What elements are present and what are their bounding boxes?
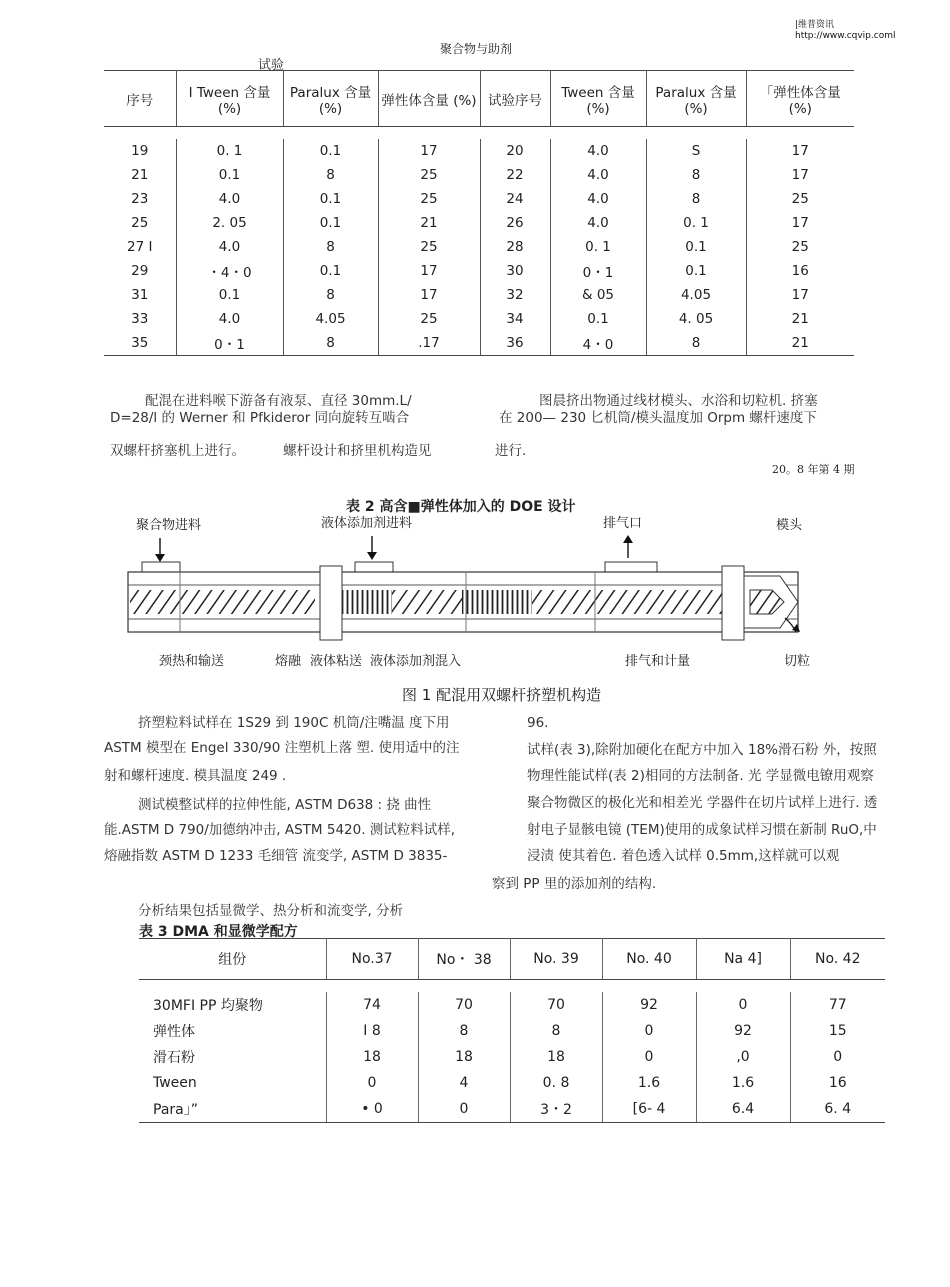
table3-header-row <box>139 939 885 980</box>
table3-cell: 18 <box>510 1044 602 1070</box>
para1-left-line3b: 螺杆设计和挤里机构造见 <box>283 443 432 459</box>
table1-cell: 17 <box>791 143 809 159</box>
table3-cell: 18 <box>326 1044 418 1070</box>
table1-cell: 25 <box>791 239 809 255</box>
table3-cell: Para」” <box>139 1096 326 1123</box>
table1-cell: 4. 05 <box>646 307 746 331</box>
table3-cell: 滑石粉 <box>139 1044 326 1070</box>
table3 <box>139 938 885 1123</box>
para2-left-line2: ASTM 模型在 Engel 330/90 注塑机上落 塑. 使用适中的注 <box>104 740 460 756</box>
liquid-feed-arrow <box>367 536 377 560</box>
table3-row <box>139 1096 885 1123</box>
table1-cell: 0.1 <box>283 187 378 211</box>
table1-header-cell: I Tween 含量 (%) <box>176 71 283 127</box>
table3-row <box>139 992 885 1018</box>
table1-cell: 23 <box>104 187 176 211</box>
journal-title: 聚合物与助剂 <box>440 42 513 56</box>
table1-cell: 8 <box>283 283 378 307</box>
table1-cell: S <box>646 139 746 163</box>
table1-cell: 8 <box>646 331 746 356</box>
table1-header-cell: 「弹性体含量 (%) <box>759 84 841 117</box>
table1-cell: 0・1 <box>550 259 646 283</box>
table1-cell: 28 <box>480 235 550 259</box>
table3-cell: 弹性体 <box>139 1018 326 1044</box>
table3-row <box>139 1070 885 1096</box>
para2-left-line4: 测试模整试样的拉伸性能, ASTM D638 : 挠 曲性 <box>138 797 432 813</box>
table1-cell: 4.05 <box>283 307 378 331</box>
table1-cell: 25 <box>104 211 176 235</box>
vent-arrow <box>623 535 633 558</box>
table3-cell: I 8 <box>326 1018 418 1044</box>
table1-cell: 25 <box>378 235 480 259</box>
table3-cell: • 0 <box>326 1096 418 1123</box>
table3-cell: 4 <box>418 1070 510 1096</box>
table3-cell: 6.4 <box>696 1096 790 1123</box>
table1-cell: 0.1 <box>646 235 746 259</box>
table1-cell: 25 <box>378 163 480 187</box>
table1-cell: 22 <box>480 163 550 187</box>
label-vent: 排气口 <box>603 516 643 531</box>
table1-cell: 0.1 <box>283 211 378 235</box>
table3-header-cell: No.37 <box>326 939 418 980</box>
table3-cell: 70 <box>510 992 602 1018</box>
label-vent-meter: 排气和计量 <box>625 654 691 669</box>
table1-cell: 0.1 <box>176 283 283 307</box>
table1-cell: 0. 1 <box>176 139 283 163</box>
table1-cell: 0.1 <box>646 259 746 283</box>
table3-cell: 1.6 <box>696 1070 790 1096</box>
table3-cell: Tween <box>139 1070 326 1096</box>
table1-cell: 31 <box>104 283 176 307</box>
table3-cell: ,0 <box>696 1044 790 1070</box>
table1-header-cell: 序号 <box>104 71 176 127</box>
table1-cell: 8 <box>646 187 746 211</box>
label-liquid-feed: 液体添加剂进料 <box>321 516 413 531</box>
table1-cell: 8 <box>283 235 378 259</box>
table1-cell: 0. 1 <box>550 235 646 259</box>
table1-cell: 25 <box>791 191 809 207</box>
issue-label: 20。8 年第 4 期 <box>772 463 855 476</box>
table1-cell: 4.0 <box>550 187 646 211</box>
table1-cell: 2. 05 <box>176 211 283 235</box>
table1-cell: 19 <box>104 139 176 163</box>
table1-cell: 20 <box>480 139 550 163</box>
table1-header-cell: Paralux 含量 (%) <box>646 71 746 127</box>
table3-header-cell: No. 42 <box>790 939 885 980</box>
table1-row <box>104 307 854 331</box>
label-preheat: 颈热和输送 <box>159 654 225 669</box>
table1-cell: 0・1 <box>176 331 283 356</box>
table1-body <box>104 127 854 356</box>
table1-cell: 4.0 <box>176 235 283 259</box>
table1-cell: 4.0 <box>550 139 646 163</box>
table1-row <box>104 187 854 211</box>
liquid-port <box>355 562 393 572</box>
table3-cell: 8 <box>510 1018 602 1044</box>
para2-right-line1: 96. <box>527 715 549 731</box>
label-liquid-mix: 液体添加剂混入 <box>370 654 462 669</box>
screw-liquid-convey <box>392 590 462 614</box>
para2-left-line6: 熔融指数 ASTM D 1233 毛细管 流变学, ASTM D 3835- <box>104 848 448 864</box>
para2-analysis: 分析结果包括显微学、热分析和流变学, 分析 <box>138 903 404 919</box>
table3-header-cell: 组份 <box>139 939 326 980</box>
table1-cell: & 05 <box>550 283 646 307</box>
table1-cell: 4.05 <box>646 283 746 307</box>
table1-cell: 8 <box>646 163 746 187</box>
para1-right-line3: 进行. <box>495 443 527 459</box>
table1-cell: 29 <box>104 259 176 283</box>
table1-row <box>104 259 854 283</box>
table1-row <box>104 331 854 356</box>
para1-right-line1: 图晨挤出物通过线材模头、水浴和切粒机. 挤塞 <box>539 393 818 409</box>
table3-cell: 30MFI PP 均聚物 <box>139 992 326 1018</box>
table3-cell: 0 <box>696 992 790 1018</box>
para2-right-line2: 试样(表 3),除附加硬化在配方中加入 18%滑石粉 外，按照 <box>527 742 877 758</box>
table1-cell: 8 <box>283 331 378 356</box>
screw-metering <box>532 590 727 614</box>
table3-cell: 77 <box>828 997 847 1013</box>
table1-row <box>104 139 854 163</box>
table1-cell: 0.1 <box>283 259 378 283</box>
table3-header-cell: No. 39 <box>510 939 602 980</box>
table3-cell: 1.6 <box>602 1070 696 1096</box>
table1-cell: 17 <box>791 215 809 231</box>
para2-left-line1: 挤塑粒料试样在 1S29 到 190C 机筒/注嘴温 度下用 <box>138 715 450 731</box>
para1-left-line1: 配混在进料喉下游备有液泵、直径 30mm.L/ <box>145 393 412 409</box>
table1-cell: 0. 1 <box>646 211 746 235</box>
table1-cell: 30 <box>480 259 550 283</box>
table1-cell: 21 <box>104 163 176 187</box>
table1-cell: 36 <box>480 331 550 356</box>
para1-left-line2: D=28/l 的 Werner 和 Pfkideror 同向旋转互啮合 <box>110 410 410 426</box>
table1-row <box>104 163 854 187</box>
extruder-diagram <box>120 528 820 643</box>
table1-cell: 21 <box>746 331 854 356</box>
table1-header-cell: Paralux 含量 (%) <box>283 71 378 127</box>
table3-cell: 18 <box>418 1044 510 1070</box>
label-polymer-feed: 聚合物进料 <box>136 518 202 533</box>
table1-cell: 0.1 <box>176 163 283 187</box>
table1-cell: 17 <box>378 259 480 283</box>
table3-row <box>139 1018 885 1044</box>
table1-cell: 4.0 <box>176 307 283 331</box>
label-liquid-convey: 液体粘送 <box>310 654 363 669</box>
site-url: http://www.cqvip.coml <box>795 31 896 41</box>
table2-title: 表 2 高含■弹性体加入的 DOE 设计 <box>346 499 576 515</box>
para2-right-line4: 聚合物微区的极化光和相差光 学器件在切片试样上进行. 透 <box>527 795 878 811</box>
label-melt: 熔融 <box>275 654 302 669</box>
table3-cell: 74 <box>326 992 418 1018</box>
table1-cell: .17 <box>378 331 480 356</box>
table3-cell: 0 <box>326 1070 418 1096</box>
table1-row <box>104 235 854 259</box>
table3-cell: 15 <box>828 1023 847 1039</box>
para1-right-line2: 在 200— 230 匕机筒/模头温度加 Orpm 螺杆速度下 <box>499 410 817 426</box>
table1-cell: 21 <box>378 211 480 235</box>
table3-body <box>139 980 885 1123</box>
table3-header-cell: No. 40 <box>602 939 696 980</box>
label-die: 模头 <box>776 518 803 533</box>
para2-left-line3: 射和螺杆速度. 模具温度 249 . <box>104 768 287 784</box>
table3-cell: 92 <box>696 1018 790 1044</box>
feed-port <box>142 562 180 572</box>
table3-cell: 0 <box>602 1018 696 1044</box>
table3-cell: 8 <box>418 1018 510 1044</box>
table3-title: 表 3 DMA 和显微学配方 <box>139 924 298 940</box>
feed-arrow <box>155 538 165 562</box>
table1-cell: 4.0 <box>176 187 283 211</box>
table3-header-cell: Na 4] <box>696 939 790 980</box>
table1-over-label: 试验 <box>258 58 285 73</box>
site-name: |维普资讯 <box>795 20 835 30</box>
table1-cell: 25 <box>378 187 480 211</box>
table1-cell: 25 <box>378 307 480 331</box>
table3-cell: 0 <box>602 1044 696 1070</box>
table3-cell: 0 <box>833 1049 843 1065</box>
table3-cell: 92 <box>602 992 696 1018</box>
table3-cell: [6- 4 <box>602 1096 696 1123</box>
table1-row <box>104 211 854 235</box>
barrel-flange-1 <box>320 566 342 640</box>
table3-cell: 6. 4 <box>790 1096 885 1123</box>
table1-cell: 0.1 <box>283 139 378 163</box>
table1-cell: 8 <box>283 163 378 187</box>
para2-left-line5: 能.ASTM D 790/加德纳冲击, ASTM 5420. 测试粒料试样, <box>104 822 456 838</box>
screw-conveying <box>130 590 315 614</box>
table1-cell: 27 I <box>104 235 176 259</box>
table1-cell: 16 <box>791 263 809 279</box>
table1-cell: 4.0 <box>550 211 646 235</box>
para1-left-line3: 双螺杆挤塞机上进行。 <box>110 443 245 459</box>
table3-header-cell: No・ 38 <box>418 939 510 980</box>
table3-cell: 0 <box>418 1096 510 1123</box>
table1-cell: ・4・0 <box>176 259 283 283</box>
table1-header-cell: Tween 含量 (%) <box>550 71 646 127</box>
table3-row <box>139 1044 885 1070</box>
table3-cell: 16 <box>828 1075 847 1091</box>
table1-cell: 33 <box>104 307 176 331</box>
table1-cell: 4・0 <box>550 331 646 356</box>
vent-port <box>605 562 657 572</box>
table1-cell: 17 <box>378 283 480 307</box>
table3-cell: 70 <box>418 992 510 1018</box>
table1-cell: 17 <box>791 287 809 303</box>
table3-cell: 3・2 <box>510 1096 602 1123</box>
table1-cell: 24 <box>480 187 550 211</box>
table1-cell: 32 <box>480 283 550 307</box>
barrel-flange-2 <box>722 566 744 640</box>
table1-cell: 17 <box>791 167 809 183</box>
figure1-caption: 图 1 配混用双螺杆挤塑机构造 <box>402 686 602 704</box>
table1-header-cell: 弹性体含量 (%) <box>378 71 480 127</box>
para2-right-line5: 射电子显骸电镜 (TEM)使用的成象试样习惯在新制 RuO,中 <box>527 822 877 838</box>
label-cut: 切粒 <box>784 654 811 669</box>
table1-cell: 4.0 <box>550 163 646 187</box>
para2-bottom: 察到 PP 里的添加剂的结构. <box>492 876 657 892</box>
table1-cell: 34 <box>480 307 550 331</box>
para2-right-line3: 物理性能试样(表 2)相同的方法制备. 光 学显微电镣用观察 <box>527 768 874 784</box>
para2-right-line6: 浸渍 使其着色. 着色透入试样 0.5mm,这样就可以观 <box>527 848 840 864</box>
table1-cell: 35 <box>104 331 176 356</box>
table1-cell: 21 <box>791 311 809 327</box>
table1-cell: 0.1 <box>550 307 646 331</box>
table1-row <box>104 283 854 307</box>
table1-cell: 17 <box>378 139 480 163</box>
table1-header-cell: 试验序号 <box>480 71 550 127</box>
screw-mixing <box>462 590 532 614</box>
table1-header-row <box>104 71 854 127</box>
table1 <box>104 70 854 356</box>
table3-cell: 0. 8 <box>510 1070 602 1096</box>
table1-cell: 26 <box>480 211 550 235</box>
